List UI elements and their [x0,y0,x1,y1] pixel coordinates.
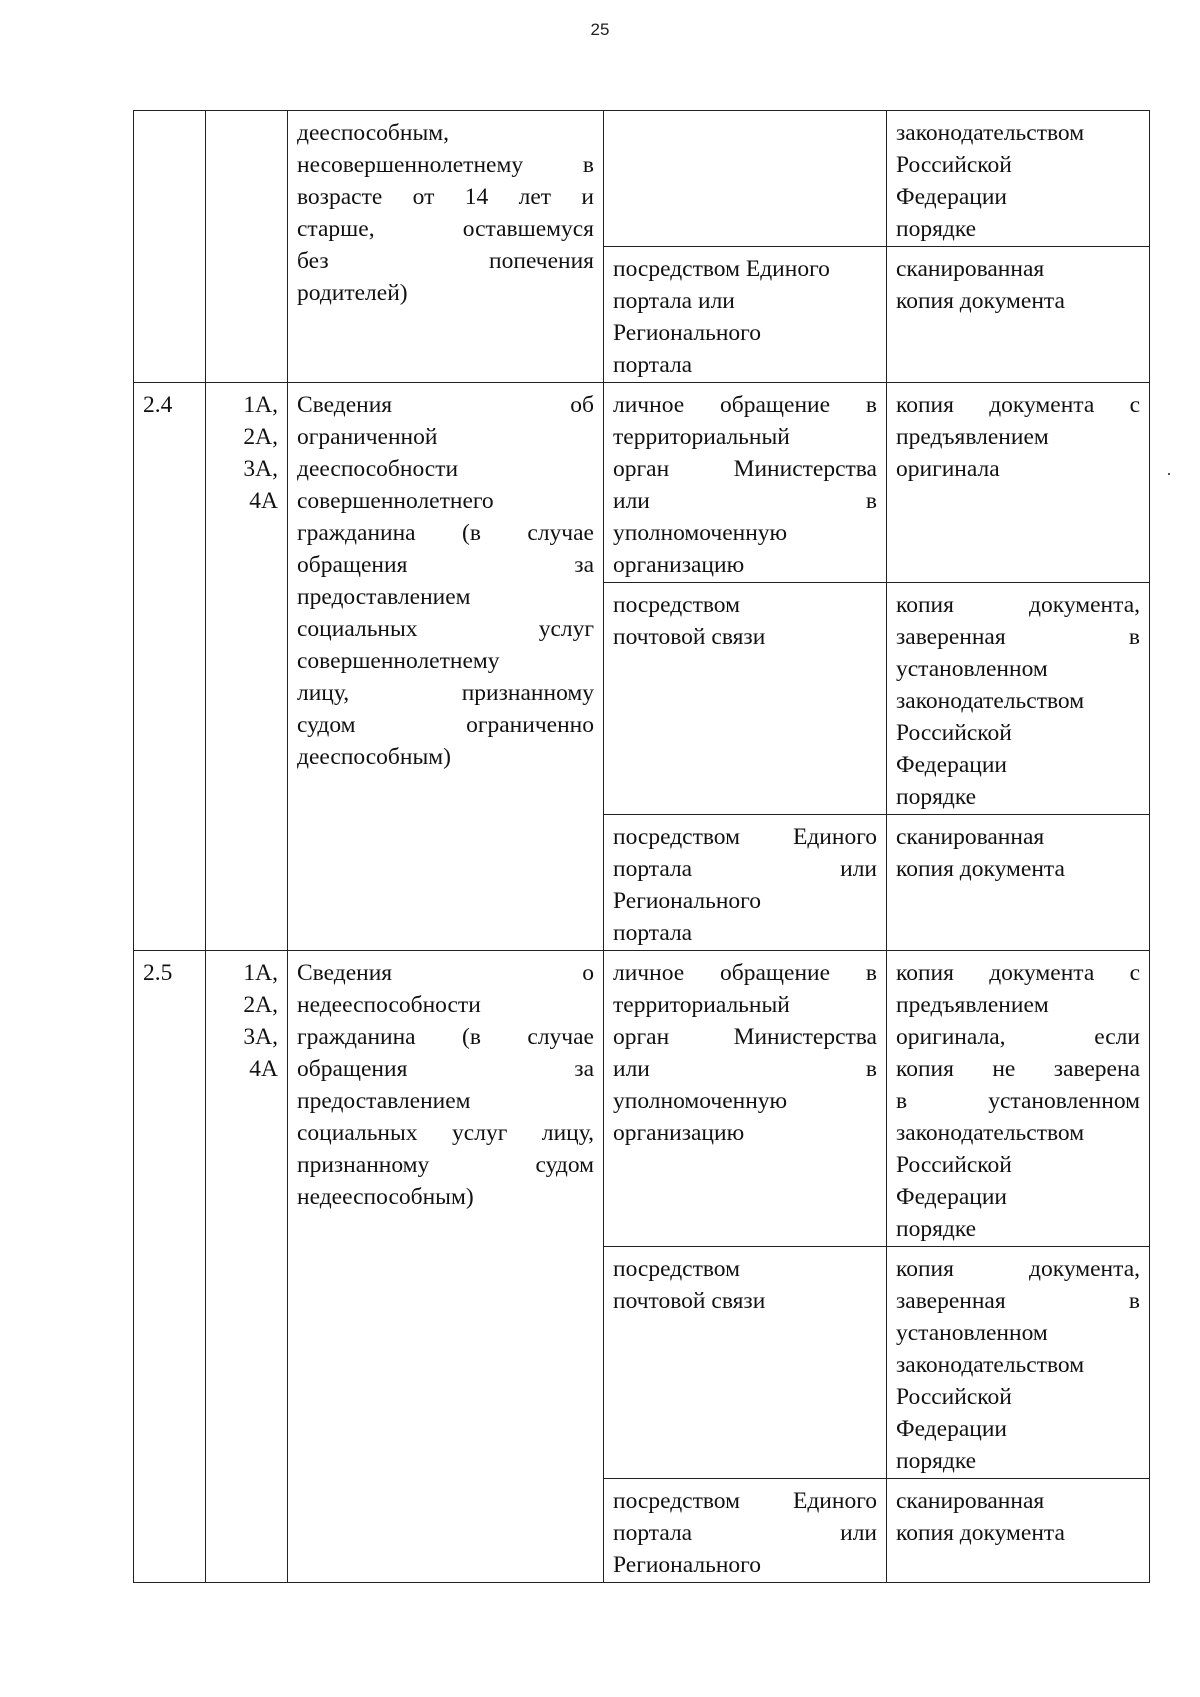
documents-table [133,110,1150,1583]
text-line: гражданина (в случае [297,520,594,546]
text-line: портала или [613,288,735,314]
text-line: 4А [249,1056,278,1082]
text-line: портала [613,920,693,946]
text-line: уполномоченную [613,1088,788,1114]
text-line: копия документа с [896,960,1140,986]
method-cell [604,1479,887,1583]
form-cell [887,951,1150,1247]
text-line: сканированная [896,256,1045,282]
text-line: орган Министерства [613,456,877,482]
text-line: территориальный [613,424,790,450]
text-line: недееспособности [297,992,481,1018]
text-line: организацию [613,552,745,578]
form-cell [887,583,1150,815]
text-line: посредством [613,592,740,618]
codes-cell [206,111,288,383]
text-line: установленном [896,1320,1048,1346]
text-line: копия документа [896,288,1065,314]
text-line: почтовой связи [613,1288,766,1314]
codes-cell [206,951,288,1583]
text-line: территориальный [613,992,790,1018]
text-line: личное обращение в [613,392,877,418]
text-line: Федерации [896,752,1007,778]
method-cell [604,111,887,247]
form-cell [887,247,1150,383]
text-line: старше, оставшемуся [297,216,594,242]
method-cell [604,383,887,583]
text-line: почтовой связи [613,624,766,650]
text-line: копия документа [896,1520,1065,1546]
text-line: портала или [613,856,877,882]
text-line: недееспособным) [297,1184,474,1210]
codes-cell [206,383,288,951]
text-line: Федерации [896,184,1007,210]
page-number: 25 [590,20,610,39]
text-line: сканированная [896,1488,1045,1514]
text-line: несовершеннолетнему в [297,152,594,178]
text-line: законодательством [896,688,1085,714]
table-row [134,383,1150,583]
text-line: посредством Единого [613,256,830,282]
text-line: 2А, [243,424,278,450]
scan-speck [1168,473,1170,475]
text-line: возрасте от 14 лет и [297,184,594,210]
text-line: обращения за [297,552,594,578]
method-cell [604,1247,887,1479]
method-cell [604,247,887,383]
method-cell [604,583,887,815]
form-cell [887,1247,1150,1479]
text-line: предоставлением [297,584,471,610]
text-line: лицу, признанному [297,680,594,706]
text-line: дееспособности [297,456,459,482]
text-line: 1А, [243,960,278,986]
text-line: ограниченной [297,424,438,450]
text-line: дееспособным, [297,120,449,146]
description-cell [288,383,604,951]
text-line: 4А [249,488,278,514]
text-line: Регионального [613,1552,761,1578]
text-line: совершеннолетнему [297,648,500,674]
text-line: заверенная в [896,624,1140,650]
text-line: копия не заверена [896,1056,1140,1082]
text-line: Федерации [896,1184,1007,1210]
text-line: без попечения [297,248,594,274]
text-line: копия документа [896,856,1065,882]
description-cell [288,111,604,383]
text-line: или в [613,488,877,514]
text-line: дееспособным) [297,744,451,770]
text-line: 1А, [243,392,278,418]
text-line: оригинала [896,456,1000,482]
text-line: установленном [896,656,1048,682]
text-line: Российской [896,152,1012,178]
text-line: в установленном [896,1088,1140,1114]
text-line: уполномоченную [613,520,788,546]
text-line: копия документа, [896,1256,1140,1282]
text-line: Регионального [613,320,761,346]
text-line: портала или [613,1520,877,1546]
text-line: заверенная в [896,1288,1140,1314]
description-cell [288,951,604,1583]
text-line: порядке [896,1216,977,1242]
form-cell [887,1479,1150,1583]
text-line: обращения за [297,1056,594,1082]
text-line: личное обращение в [613,960,877,986]
text-line: орган Министерства [613,1024,877,1050]
text-line: Сведения о [297,960,594,986]
text-line: или в [613,1056,877,1082]
text-line: Регионального [613,888,761,914]
text-line: совершеннолетнего [297,488,494,514]
text-line: Российской [896,1384,1012,1410]
method-cell [604,815,887,951]
text-line: признанному судом [297,1152,594,1178]
text-line: законодательством [896,1352,1085,1378]
text-line: портала [613,352,693,378]
text-line: предъявлением [896,424,1049,450]
text-line: 3А, [243,456,278,482]
text-line: социальных услуг [297,616,594,642]
text-line: 2А, [243,992,278,1018]
method-cell [604,951,887,1247]
text-line: социальных услуг лицу, [297,1120,594,1146]
number-cell [134,111,206,383]
text-line: порядке [896,784,977,810]
text-line: сканированная [896,824,1045,850]
form-cell [887,383,1150,583]
text-line: Российской [896,1152,1012,1178]
table-row [134,951,1150,1247]
text-line: копия документа, [896,592,1140,618]
text-line: судом ограниченно [297,712,594,738]
text-line: порядке [896,1448,977,1474]
number-cell: 2.4 [134,383,206,951]
text-line: законодательством [896,120,1085,146]
text-line: 3А, [243,1024,278,1050]
text-line: посредством Единого [613,1488,877,1514]
text-line: Российской [896,720,1012,746]
table-row-continuation [134,111,1150,247]
text-line: родителей) [297,280,408,306]
number-cell: 2.5 [134,951,206,1583]
form-cell [887,111,1150,247]
text-line: копия документа с [896,392,1140,418]
text-line: порядке [896,216,977,242]
text-line: предъявлением [896,992,1049,1018]
text-line: Федерации [896,1416,1007,1442]
text-line: гражданина (в случае [297,1024,594,1050]
text-line: посредством Единого [613,824,877,850]
text-line: Сведения об [297,392,594,418]
text-line: предоставлением [297,1088,471,1114]
text-line: законодательством [896,1120,1085,1146]
text-line: посредством [613,1256,740,1282]
text-line: оригинала, если [896,1024,1140,1050]
form-cell [887,815,1150,951]
text-line: организацию [613,1120,745,1146]
